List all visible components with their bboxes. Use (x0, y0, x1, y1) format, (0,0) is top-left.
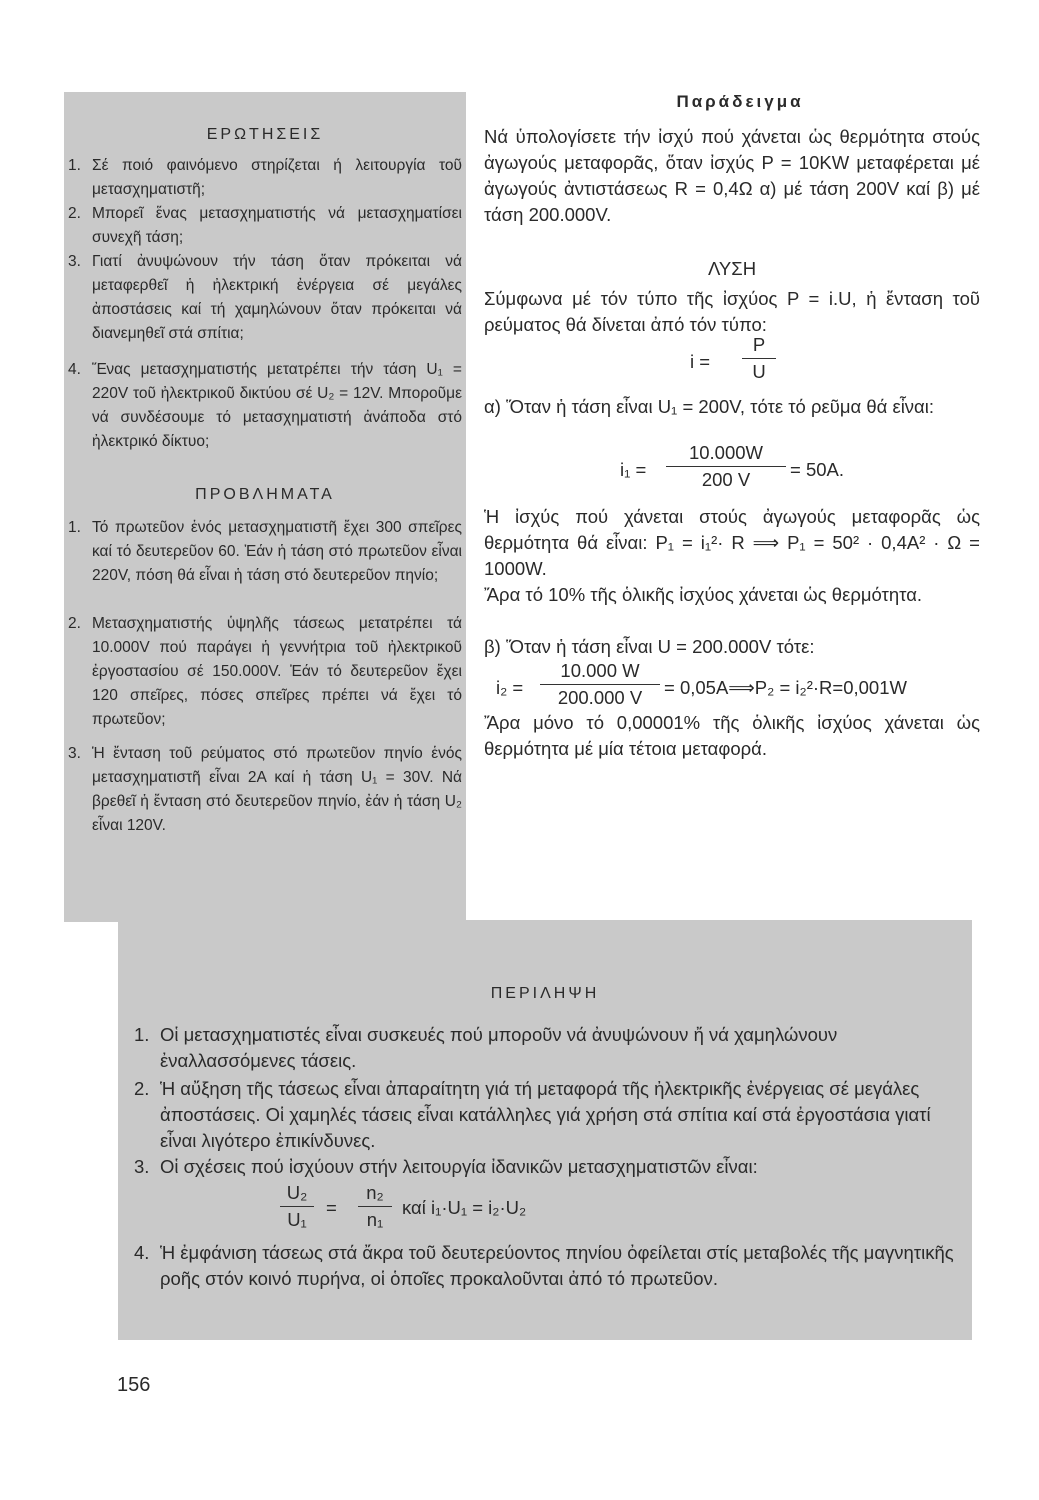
problems-heading: ΠΡΟΒΛΗΜΑΤΑ (195, 486, 335, 503)
problem-number: 1. (68, 519, 81, 536)
formula-lhs: i = (690, 351, 711, 372)
summary-text: Ἡ ἐμφάνιση τάσεως στά ἄκρα τοῦ δευτερεύοντος πηνίου ὀφείλεται στίς μεταβολές τῆς μαγνητικῆς ροῆς στόν κοινό πυρήνα, οἱ ὁποῖες προκαλοῦνται ἀπό τό πρωτεῦον. (160, 1242, 954, 1289)
solution-heading: ΛΥΣΗ (707, 258, 757, 279)
calc1-numerator: 10.000W (688, 442, 764, 463)
fraction-bar (358, 1206, 392, 1207)
problem-item (68, 612, 462, 732)
question-item (68, 358, 462, 454)
voltage-numerator: U₂ (286, 1182, 308, 1203)
calc2-result: = 0,05A⟹P₂ = i₂²·R=0,001W (664, 677, 907, 698)
turns-denominator: n₁ (366, 1209, 384, 1230)
formula-fraction (742, 334, 776, 383)
voltage-denominator: U₁ (287, 1209, 307, 1230)
turns-numerator: n₂ (366, 1182, 384, 1203)
summary-number: 4. (134, 1242, 150, 1263)
problem-number: 3. (68, 745, 81, 762)
solution-intro: Σύμφωνα μέ τόν τύπο τῆς ἰσχύος P = i.U, ἡ ἔνταση τοῦ ρεύματος θά δίνεται ἀπό τόν τύπο: (484, 288, 980, 335)
summary-text: Οἱ σχέσεις πού ἰσχύουν στήν λειτουργία ἰδανικῶν μετασχηματιστῶν εἶναι: (160, 1156, 758, 1177)
calc1-result: = 50A. (790, 459, 845, 480)
summary-number: 2. (134, 1078, 150, 1099)
summary-item (134, 1076, 964, 1154)
calc2-lhs: i₂ = (496, 677, 524, 698)
part-b-text: β) Ὅταν ἡ τάση εἶναι U = 200.000V τότε: (484, 636, 815, 657)
summary-equals: = (326, 1197, 337, 1218)
problem-number: 2. (68, 615, 81, 632)
loss-a-text: Ἡ ἰσχύς πού χάνεται στούς ἀγωγούς μεταφορᾶς ὡς θερμότητα θά εἶναι: P₁ = i₁²· R ⟹ P₁ = 50² · 0,4A² · Ω = 1000W. (484, 506, 980, 579)
questions-heading: ΕΡΩΤΗΣΕΙΣ (206, 126, 324, 143)
question-text: Μπορεῖ ἕνας μετασχηματιστής νά μετασχηματίσει συνεχῆ τάση; (92, 205, 462, 246)
question-text: Σέ ποιό φαινόμενο στηρίζεται ή λειτουργία τοῦ μετασχηματιστῆ; (92, 157, 462, 198)
problem-text: Ἡ ἔνταση τοῦ ρεύματος στό πρωτεῦον πηνίο ἑνός μετασχηματιστῆ εἶναι 2Α καί ἡ τάση U₁ = 30V. Νά βρεθεῖ ἡ ἔνταση στό δευτερεῦον πηνίο, ἐάν ἡ τάση U₂ εἶναι 120V. (92, 745, 462, 834)
percent-b-text: Ἄρα μόνο τό 0,00001% τῆς ὁλικῆς ἰσχύος χάνεται ὡς θερμότητα μέ μία τέτοια μεταφορά. (484, 712, 980, 759)
question-item (68, 250, 462, 346)
question-number: 3. (68, 253, 81, 270)
question-number: 1. (68, 157, 81, 174)
percent-a-text: Ἄρα τό 10% τῆς ὁλικῆς ἰσχύος χάνεται ὡς θερμότητα. (484, 584, 923, 605)
summary-item (134, 1022, 964, 1074)
calc2-fraction (540, 660, 660, 709)
summary-item (134, 1240, 964, 1292)
summary-current-relation: καί i₁·U₁ = i₂·U₂ (402, 1197, 527, 1218)
summary-voltage-ratio (280, 1182, 314, 1231)
question-item (68, 202, 462, 250)
summary-item (134, 1154, 964, 1180)
question-text: Γιατί ἀνυψώνουν τήν τάση ὅταν πρόκειται νά μεταφερθεῖ ἡ ἠλεκτρική ἐνέργεια σέ μεγάλες ἀποστάσεις καί τή χαμηλώνουν ὅταν πρόκειται νά διανεμηθεῖ στά σπίτια; (92, 253, 462, 342)
part-a-text: α) Ὅταν ἡ τάση εἶναι U₁ = 200V, τότε τό ρεῦμα θά εἶναι: (484, 396, 934, 417)
question-number: 2. (68, 205, 81, 222)
calc2-numerator: 10.000 W (560, 660, 640, 681)
problem-text: Τό πρωτεῦον ἑνός μετασχηματιστῆ ἔχει 300 σπεῖρες καί τό δευτερεῦον 60. Ἐάν ἡ τάση στό πρωτεῦον εἶναι 220V, πόση θά εἶναι ἡ τάση στό δευτερεῦον πηνίο; (92, 519, 462, 584)
question-number: 4. (68, 361, 81, 378)
summary-text: Οἱ μετασχηματιστές εἶναι συσκευές πού μποροῦν νά ἀνυψώνουν ἤ νά χαμηλώνουν ἐναλλασσόμενες τάσεις. (160, 1024, 838, 1071)
summary-text: Ἡ αὔξηση τῆς τάσεως εἶναι ἀπαραίτητη γιά τή μεταφορά τῆς ἠλεκτρικῆς ἐνέργειας σέ μεγάλες ἀποστάσεις. Οἱ χαμηλές τάσεις εἶναι κατάλληλες γιά χρήση στά σπίτια καί στά ἐργοστάσια γιατί εἶναι λιγότερο ἐπικίνδυνες. (160, 1078, 931, 1151)
example-heading: Παράδειγμα (676, 92, 804, 111)
formula-denominator: U (752, 361, 766, 382)
fraction-bar (742, 358, 776, 359)
fraction-bar (280, 1206, 314, 1207)
problem-text: Μετασχηματιστής ὑψηλῆς τάσεως μετατρέπει τά 10.000V πού παράγει ἡ γεννήτρια τοῦ ἠλεκτρικοῦ ἐργοστασίου σέ 150.000V. Ἐάν τό δευτερεῦον ἔχει 120 σπεῖρες, πόσες σπεῖρες πρέπει νά ἔχει τό πρωτεῦον; (92, 615, 462, 728)
calc2-denominator: 200.000 V (557, 687, 643, 708)
summary-heading: ΠΕΡΙΛΗΨΗ (490, 985, 600, 1002)
fraction-bar (666, 466, 786, 467)
summary-number: 3. (134, 1156, 150, 1177)
fraction-bar (540, 684, 660, 685)
example-statement: Νά ὑπολογίσετε τήν ἰσχύ πού χάνεται ὡς θερμότητα στούς ἀγωγούς μεταφορᾶς, ὅταν ἰσχύς P = 10KW μεταφέρεται μέ ἀγωγούς ἀντιστάσεως R = 0,4Ω α) μέ τάση 200V καί β) μέ τάση 200.000V. (484, 126, 980, 225)
summary-turns-ratio (358, 1182, 392, 1231)
calc1-lhs: i₁ = (620, 459, 647, 480)
formula-numerator: P (752, 334, 766, 355)
page-number: 156 (117, 1374, 151, 1396)
calc1-fraction (666, 442, 786, 491)
problem-item (68, 516, 462, 588)
summary-number: 1. (134, 1024, 150, 1045)
question-text: Ἕνας μετασχηματιστής μετατρέπει τήν τάση U₁ = 220V τοῦ ἠλεκτρικοῦ δικτύου σέ U₂ = 12V. Μποροῦμε νά συνδέσουμε τό μετασχηματιστή ἀνάποδα στό ἠλεκτρικό δίκτυο; (92, 361, 462, 450)
problem-item (68, 742, 462, 838)
calc1-denominator: 200 V (701, 469, 751, 490)
question-item (68, 154, 462, 202)
